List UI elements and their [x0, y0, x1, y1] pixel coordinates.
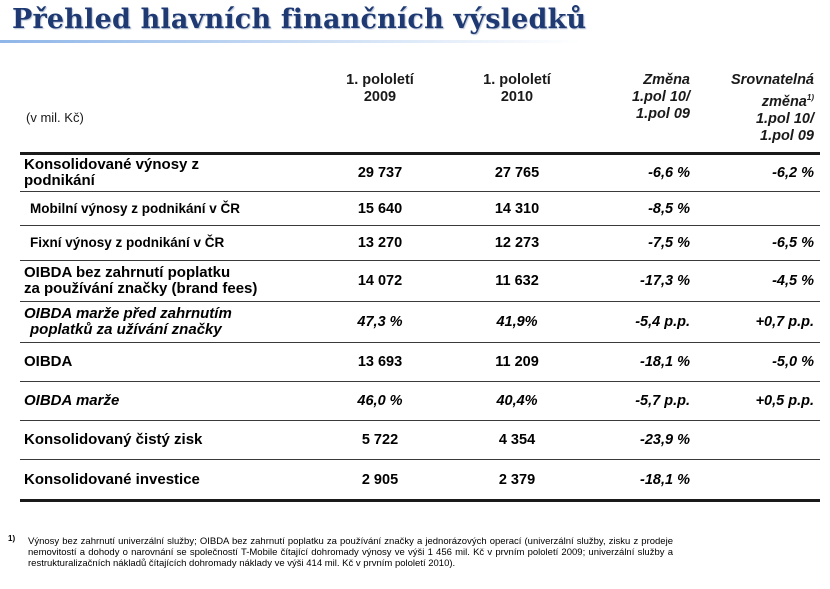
table-header	[20, 66, 820, 152]
row-label	[24, 306, 232, 338]
cell-h1-2009: 13 270	[357, 235, 403, 251]
row-label-line: Konsolidovaný čistý zisk	[24, 431, 203, 448]
unit-label: (v mil. Kč)	[26, 110, 84, 125]
cell-h1-2009: 46,0 %	[357, 393, 403, 409]
cell-h1-2010: 14 310	[494, 200, 540, 217]
row-label	[24, 157, 199, 189]
cell-h1-2009: 13 693	[357, 354, 403, 370]
column-header-line: 1.pol 10/	[755, 110, 814, 127]
column-header-text: změna	[761, 93, 807, 110]
row-label-line: Konsolidované investice	[24, 470, 200, 488]
cell-h1-2009: 5 722	[361, 432, 399, 448]
table-row	[20, 226, 820, 261]
cell-h1-2010: 4 354	[498, 432, 536, 448]
row-label-line: poplatků za užívání značky	[30, 321, 222, 338]
row-label	[24, 393, 119, 409]
row-label-line: Mobilní výnosy z podnikání v ČR	[30, 200, 241, 216]
column-header-line: 1.pol 09	[760, 127, 814, 144]
table-row	[20, 192, 820, 226]
column-header-line: Změna	[643, 72, 690, 88]
row-label	[24, 265, 257, 297]
cell-comparable: -6,5 %	[772, 235, 814, 251]
row-label	[30, 235, 224, 251]
column-header-line: 1. pololetí	[483, 72, 551, 88]
cell-change: -18,1 %	[640, 471, 690, 488]
column-header-line	[694, 89, 814, 111]
column-header-line: Srovnatelná	[731, 72, 814, 88]
cell-change: -5,7 p.p.	[635, 393, 690, 409]
page-title: Přehled hlavních finančních výsledků	[12, 4, 587, 35]
cell-change: -23,9 %	[640, 432, 690, 448]
cell-comparable: +0,7 p.p.	[755, 314, 814, 330]
cell-h1-2010: 11 209	[495, 354, 539, 370]
title-underline	[0, 40, 830, 43]
row-label	[24, 472, 200, 488]
column-header-line: 1.pol 09	[636, 106, 690, 122]
cell-comparable: -4,5 %	[772, 273, 814, 289]
table-row	[20, 302, 820, 343]
cell-h1-2010: 2 379	[498, 471, 536, 488]
footnote-text: Výnosy bez zahrnutí univerzální služby; OIBDA bez zahrnutí poplatku za používání značky a jednorázových operací (univerzální služby, zisku z prodeje nemovitostí a dohody o narovnání se společností T-Mobile čítající dohromady výnosy ve výši 1 456 mil. Kč v prvním pololetí 2009; univerzální služby a restrukturalizačních nákladů čítajících dohromady náklady ve výši 414 mil. Kč v prvním pololetí 2010).	[28, 536, 673, 569]
column-header-h1-2010	[467, 72, 567, 106]
cell-change: -17,3 %	[640, 273, 690, 289]
cell-h1-2010: 41,9%	[496, 314, 538, 330]
cell-h1-2009: 15 640	[357, 200, 403, 217]
table-row	[20, 460, 820, 502]
cell-comparable: +0,5 p.p.	[755, 393, 814, 409]
cell-change: -18,1 %	[640, 354, 690, 370]
row-label-line: OIBDA bez zahrnutí poplatku	[24, 264, 231, 281]
row-label-line: podnikání	[24, 172, 95, 189]
row-label-line: OIBDA marže	[24, 392, 120, 409]
column-header-change	[580, 72, 690, 123]
table-row	[20, 343, 820, 382]
table-row	[20, 421, 820, 460]
column-header-line: 2010	[500, 89, 534, 105]
row-label-line: OIBDA marže před zahrnutím	[24, 305, 232, 322]
cell-h1-2010: 27 765	[494, 165, 540, 181]
row-label	[30, 201, 240, 217]
row-label-line: Konsolidované výnosy z	[24, 156, 200, 173]
cell-h1-2010: 12 273	[494, 235, 540, 251]
table-row	[20, 261, 820, 302]
cell-change: -7,5 %	[648, 235, 690, 251]
cell-change: -5,4 p.p.	[635, 314, 690, 330]
cell-comparable: -6,2 %	[772, 165, 814, 181]
cell-change: -6,6 %	[648, 165, 690, 181]
cell-h1-2009: 14 072	[357, 273, 403, 289]
cell-h1-2010: 11 632	[495, 273, 539, 289]
cell-h1-2010: 40,4%	[496, 393, 538, 409]
row-label-line: OIBDA	[24, 353, 73, 370]
table-row	[20, 382, 820, 421]
table-row	[20, 155, 820, 192]
financial-results-table	[20, 66, 820, 502]
row-label	[24, 432, 202, 448]
cell-h1-2009: 29 737	[357, 165, 403, 181]
row-label-line: Fixní výnosy z podnikání v ČR	[30, 235, 225, 250]
column-header-comparable-change	[694, 72, 814, 145]
cell-h1-2009: 47,3 %	[357, 314, 403, 330]
footnote-mark: 1)	[8, 534, 16, 543]
column-header-line: 1. pololetí	[346, 72, 414, 88]
column-header-line: 2009	[363, 89, 397, 105]
cell-change: -8,5 %	[648, 200, 690, 217]
cell-comparable: -5,0 %	[772, 354, 814, 370]
row-label	[24, 354, 72, 370]
footnote-ref: 1)	[806, 93, 814, 102]
cell-h1-2009: 2 905	[361, 471, 399, 488]
row-label-line: za používání značky (brand fees)	[24, 280, 258, 297]
column-header-h1-2009	[330, 72, 430, 106]
column-header-line: 1.pol 10/	[631, 89, 690, 105]
